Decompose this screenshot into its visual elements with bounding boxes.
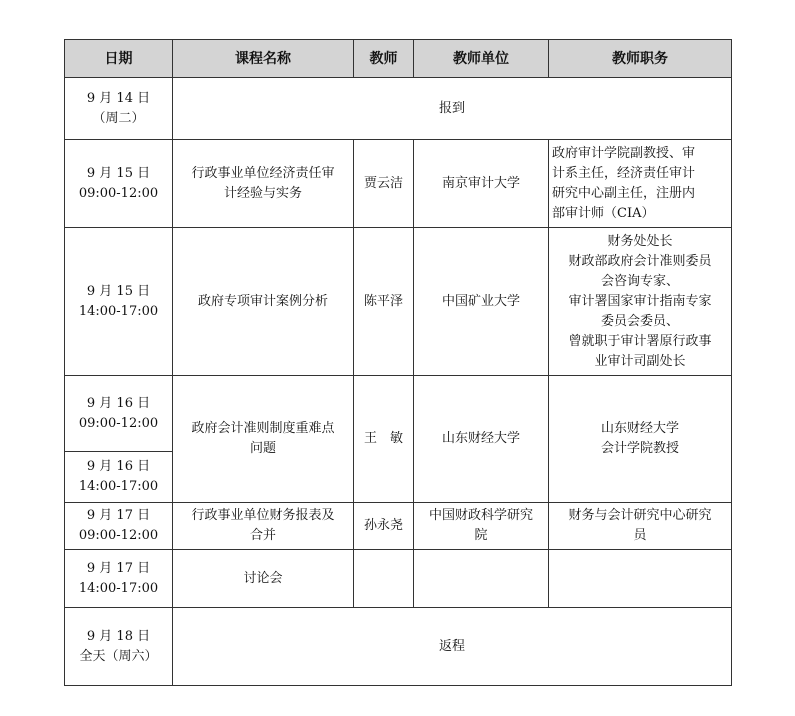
date-cell: 9 月 16 日 09:00-12:00 [65,376,173,452]
course-cell: 政府专项审计案例分析 [173,228,354,376]
header-row [65,40,732,78]
date-cell: 9 月 14 日 （周二） [65,78,173,140]
table-row [65,503,732,550]
course-cell: 讨论会 [173,550,354,608]
header-date: 日期 [65,40,173,78]
unit-cell: 山东财经大学 [414,376,549,503]
teacher-cell: 王 敏 [354,376,414,503]
date-cell: 9 月 16 日 14:00-17:00 [65,452,173,503]
header-title: 教师职务 [549,40,732,78]
header-unit: 教师单位 [414,40,549,78]
date-cell: 9 月 15 日 09:00-12:00 [65,140,173,228]
course-cell: 行政事业单位经济责任审 计经验与实务 [173,140,354,228]
unit-cell: 南京审计大学 [414,140,549,228]
table-row [65,140,732,228]
table-row [65,228,732,376]
course-cell: 政府会计准则制度重难点 问题 [173,376,354,503]
table-row [65,608,732,686]
date-cell: 9 月 17 日 14:00-17:00 [65,550,173,608]
schedule-table [64,39,732,686]
title-cell: 政府审计学院副教授、审 计系主任，经济责任审计 研究中心副主任，注册内 部审计师（CIA） [549,140,732,228]
title-cell: 财务与会计研究中心研究 员 [549,503,732,550]
header-teacher: 教师 [354,40,414,78]
title-cell: 山东财经大学 会计学院教授 [549,376,732,503]
merged-cell-registration: 报到 [173,78,732,140]
teacher-cell [354,550,414,608]
header-course: 课程名称 [173,40,354,78]
merged-cell-return: 返程 [173,608,732,686]
course-cell: 行政事业单位财务报表及 合并 [173,503,354,550]
teacher-cell: 孙永尧 [354,503,414,550]
unit-cell [414,550,549,608]
table-row [65,78,732,140]
date-cell: 9 月 18 日 全天（周六） [65,608,173,686]
table-row [65,550,732,608]
table-row [65,376,732,452]
title-cell [549,550,732,608]
date-cell: 9 月 15 日 14:00-17:00 [65,228,173,376]
title-cell: 财务处处长 财政部政府会计准则委员 会咨询专家、 审计署国家审计指南专家 委员会委员、 曾就职于审计署原行政事 业审计司副处长 [549,228,732,376]
teacher-cell: 陈平泽 [354,228,414,376]
unit-cell: 中国矿业大学 [414,228,549,376]
teacher-cell: 贾云洁 [354,140,414,228]
date-cell: 9 月 17 日 09:00-12:00 [65,503,173,550]
unit-cell: 中国财政科学研究 院 [414,503,549,550]
